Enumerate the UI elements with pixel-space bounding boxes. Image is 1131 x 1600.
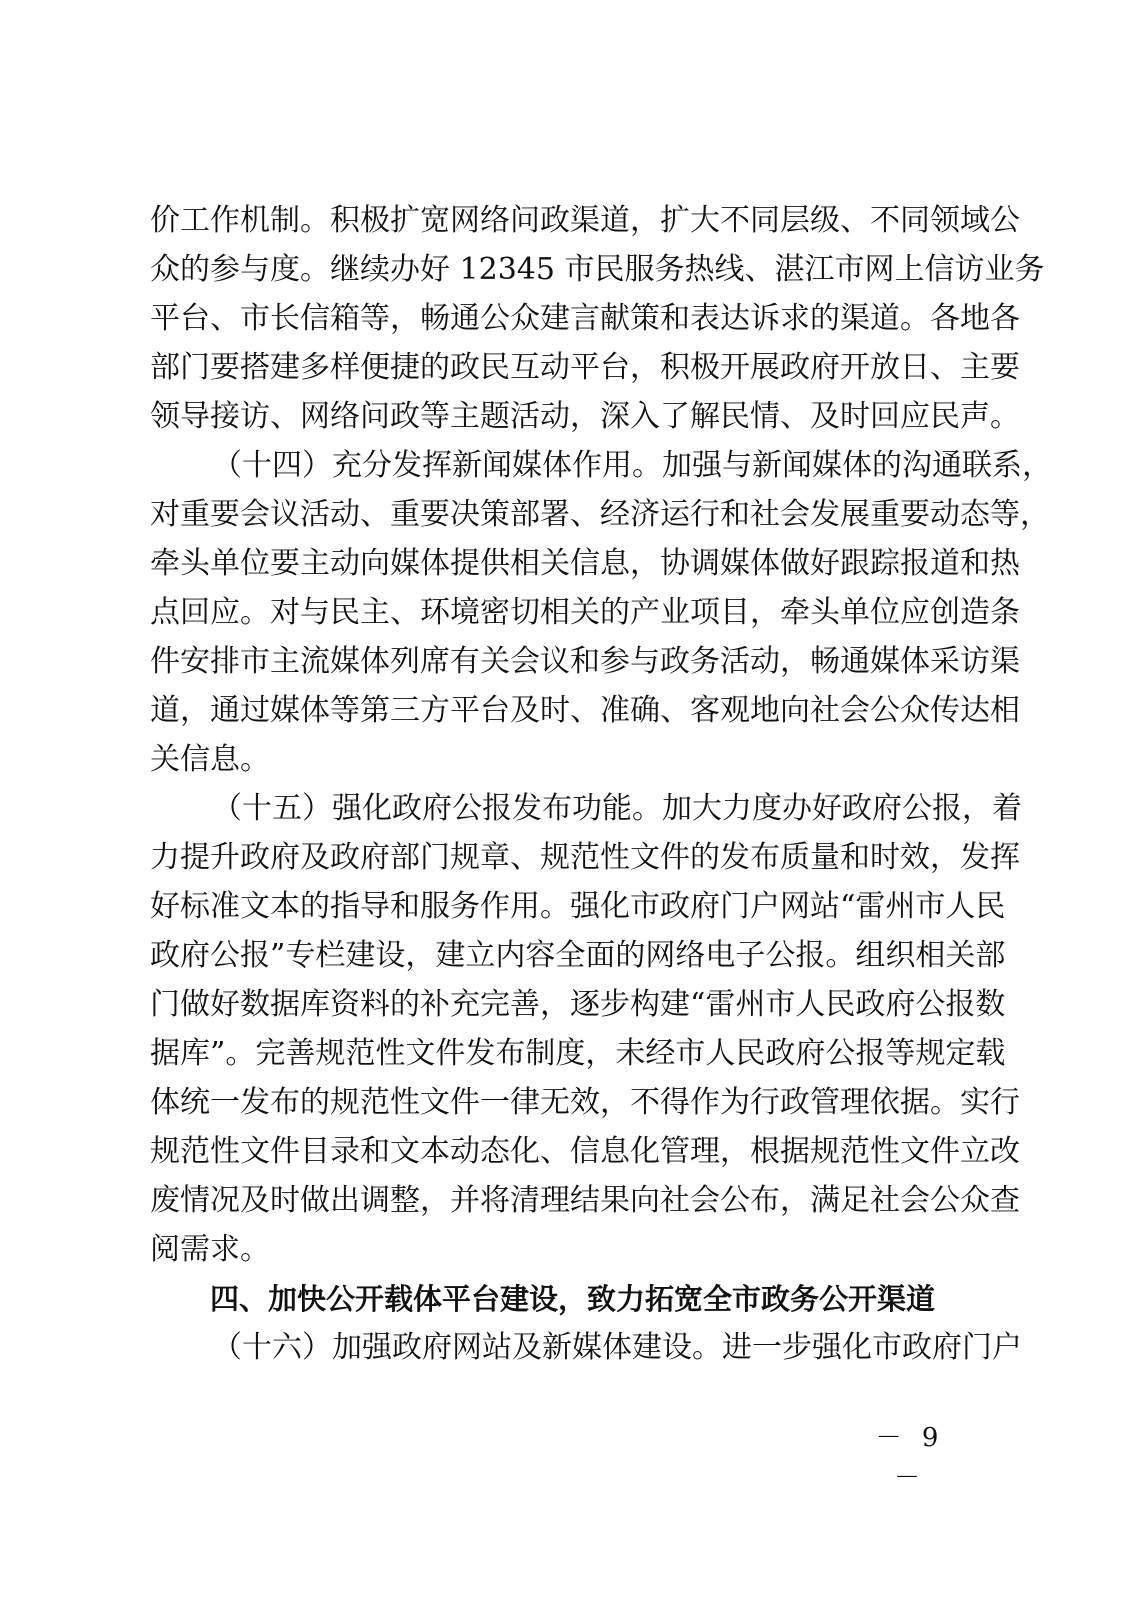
- body-text-line: 门做好数据库资料的补充完善，逐步构建“雷州市人民政府公报数: [150, 987, 1006, 1022]
- body-text-line: 领导接访、网络问政等主题活动，深入了解民情、及时回应民声。: [150, 399, 1020, 434]
- body-text-line: 牵头单位要主动向媒体提供相关信息，协调媒体做好跟踪报道和热: [150, 546, 1020, 581]
- body-text-line: 好标准文本的指导和服务作用。强化市政府门户网站“雷州市人民: [150, 889, 1006, 924]
- body-text-line: 规范性文件目录和文本动态化、信息化管理，根据规范性文件立改: [150, 1134, 1020, 1169]
- body-text-line: 道，通过媒体等第三方平台及时、准确、客观地向社会公众传达相: [150, 693, 1020, 728]
- body-text-line: 价工作机制。积极扩宽网络问政渠道，扩大不同层级、不同领域公: [150, 203, 1020, 238]
- section-14-first-line: （十四）充分发挥新闻媒体作用。加强与新闻媒体的沟通联系，: [212, 448, 1052, 483]
- body-text-line: 件安排市主流媒体列席有关会议和参与政务活动，畅通媒体采访渠: [150, 644, 1020, 679]
- body-text-line: 众的参与度。继续办好 12345 市民服务热线、湛江市网上信访业务: [150, 252, 1045, 287]
- section-15-first-line: （十五）强化政府公报发布功能。加大力度办好政府公报，着: [212, 791, 1022, 826]
- section-16-first-line: （十六）加强政府网站及新媒体建设。进一步强化市政府门户: [212, 1330, 1022, 1365]
- body-text-line: 关信息。: [150, 742, 270, 777]
- body-text-line: 阅需求。: [150, 1232, 270, 1267]
- body-text-line: 点回应。对与民主、环境密切相关的产业项目，牵头单位应创造条: [150, 595, 1020, 630]
- body-text-line: 体统一发布的规范性文件一律无效，不得作为行政管理依据。实行: [150, 1085, 1020, 1120]
- page-number: － 9 －: [875, 1423, 945, 1493]
- body-text-line: 部门要搭建多样便捷的政民互动平台，积极开展政府开放日、主要: [150, 350, 1020, 385]
- section-heading: 四、加快公开载体平台建设，致力拓宽全市政务公开渠道: [210, 1282, 936, 1316]
- body-text-line: 力提升政府及政府部门规章、规范性文件的发布质量和时效，发挥: [150, 840, 1020, 875]
- body-text-line: 对重要会议活动、重要决策部署、经济运行和社会发展重要动态等，: [150, 497, 1050, 532]
- body-text-line: 平台、市长信箱等，畅通公众建言献策和表达诉求的渠道。各地各: [150, 301, 1020, 336]
- body-text-line: 据库”。完善规范性文件发布制度，未经市人民政府公报等规定载: [150, 1036, 1006, 1071]
- body-text-line: 废情况及时做出调整，并将清理结果向社会公布，满足社会公众查: [150, 1183, 1020, 1218]
- body-text-line: 政府公报”专栏建设，建立内容全面的网络电子公报。组织相关部: [150, 938, 1006, 973]
